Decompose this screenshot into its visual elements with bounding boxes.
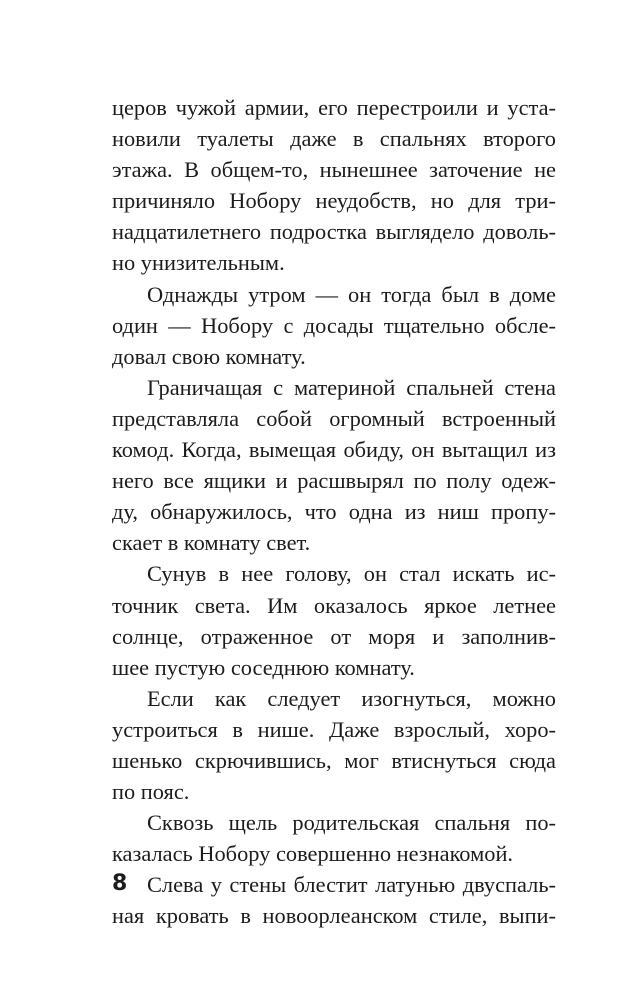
page-number: 8 xyxy=(112,871,128,896)
text-line: него все ящики и расшвырял по полу одеж- xyxy=(112,468,556,494)
text-line: Сунув в нее голову, он стал искать ис- xyxy=(147,561,556,587)
text-line: ная кровать в новоорлеанском стиле, выпи- xyxy=(112,903,556,929)
text-line: скает в комнату свет. xyxy=(112,530,311,556)
paragraph-6 xyxy=(112,807,556,869)
text-line: причиняло Нобору неудобств, но для три- xyxy=(112,188,556,214)
text-line: комод. Когда, вымещая обиду, он вытащил из xyxy=(112,437,556,463)
text-line: шее пустую соседнюю комнату. xyxy=(112,654,415,680)
text-line: устроиться в нише. Даже взрослый, хоро- xyxy=(112,716,556,742)
text-line: Граничащая с материной спальней стена xyxy=(147,374,556,400)
text-line: Если как следует изогнуться, можно xyxy=(147,685,556,711)
text-line: казалась Нобору совершенно незнакомой. xyxy=(112,841,514,867)
text-line: по пояс. xyxy=(112,779,190,805)
text-line: надцатилетнего подростка выглядело доволь- xyxy=(112,219,556,245)
text-line: Однажды утром — он тогда был в доме xyxy=(147,281,556,307)
text-line: новили туалеты даже в спальнях второго xyxy=(112,126,556,152)
paragraph-5 xyxy=(112,683,556,807)
text-line: точник света. Им оказалось яркое летнее xyxy=(112,592,556,618)
text-line: этажа. В общем-то, нынешнее заточение не xyxy=(112,157,556,183)
text-line: солнце, отраженное от моря и заполнив- xyxy=(112,623,556,649)
text-line: один — Нобору с досады тщательно обсле- xyxy=(112,312,556,338)
text-line: Слева у стены блестит латунью двуспаль- xyxy=(147,872,556,898)
paragraph-2 xyxy=(112,279,556,372)
text-line: церов чужой армии, его перестроили и уста- xyxy=(112,95,556,120)
paragraph-1 xyxy=(112,92,556,279)
text-line: Сквозь щель родительская спальня по- xyxy=(147,810,556,836)
text-line: шенько скрючившись, мог втиснуться сюда xyxy=(112,747,556,773)
text-line: но унизительным. xyxy=(112,250,285,276)
paragraph-7 xyxy=(112,869,556,931)
text-line: довал свою комнату. xyxy=(112,343,306,369)
body-text xyxy=(112,92,556,932)
paragraph-4 xyxy=(112,558,556,682)
text-line: ду, обнаружилось, что одна из ниш пропу- xyxy=(112,499,556,525)
paragraph-3 xyxy=(112,372,556,559)
text-line: представляла собой огромный встроенный xyxy=(112,405,556,431)
